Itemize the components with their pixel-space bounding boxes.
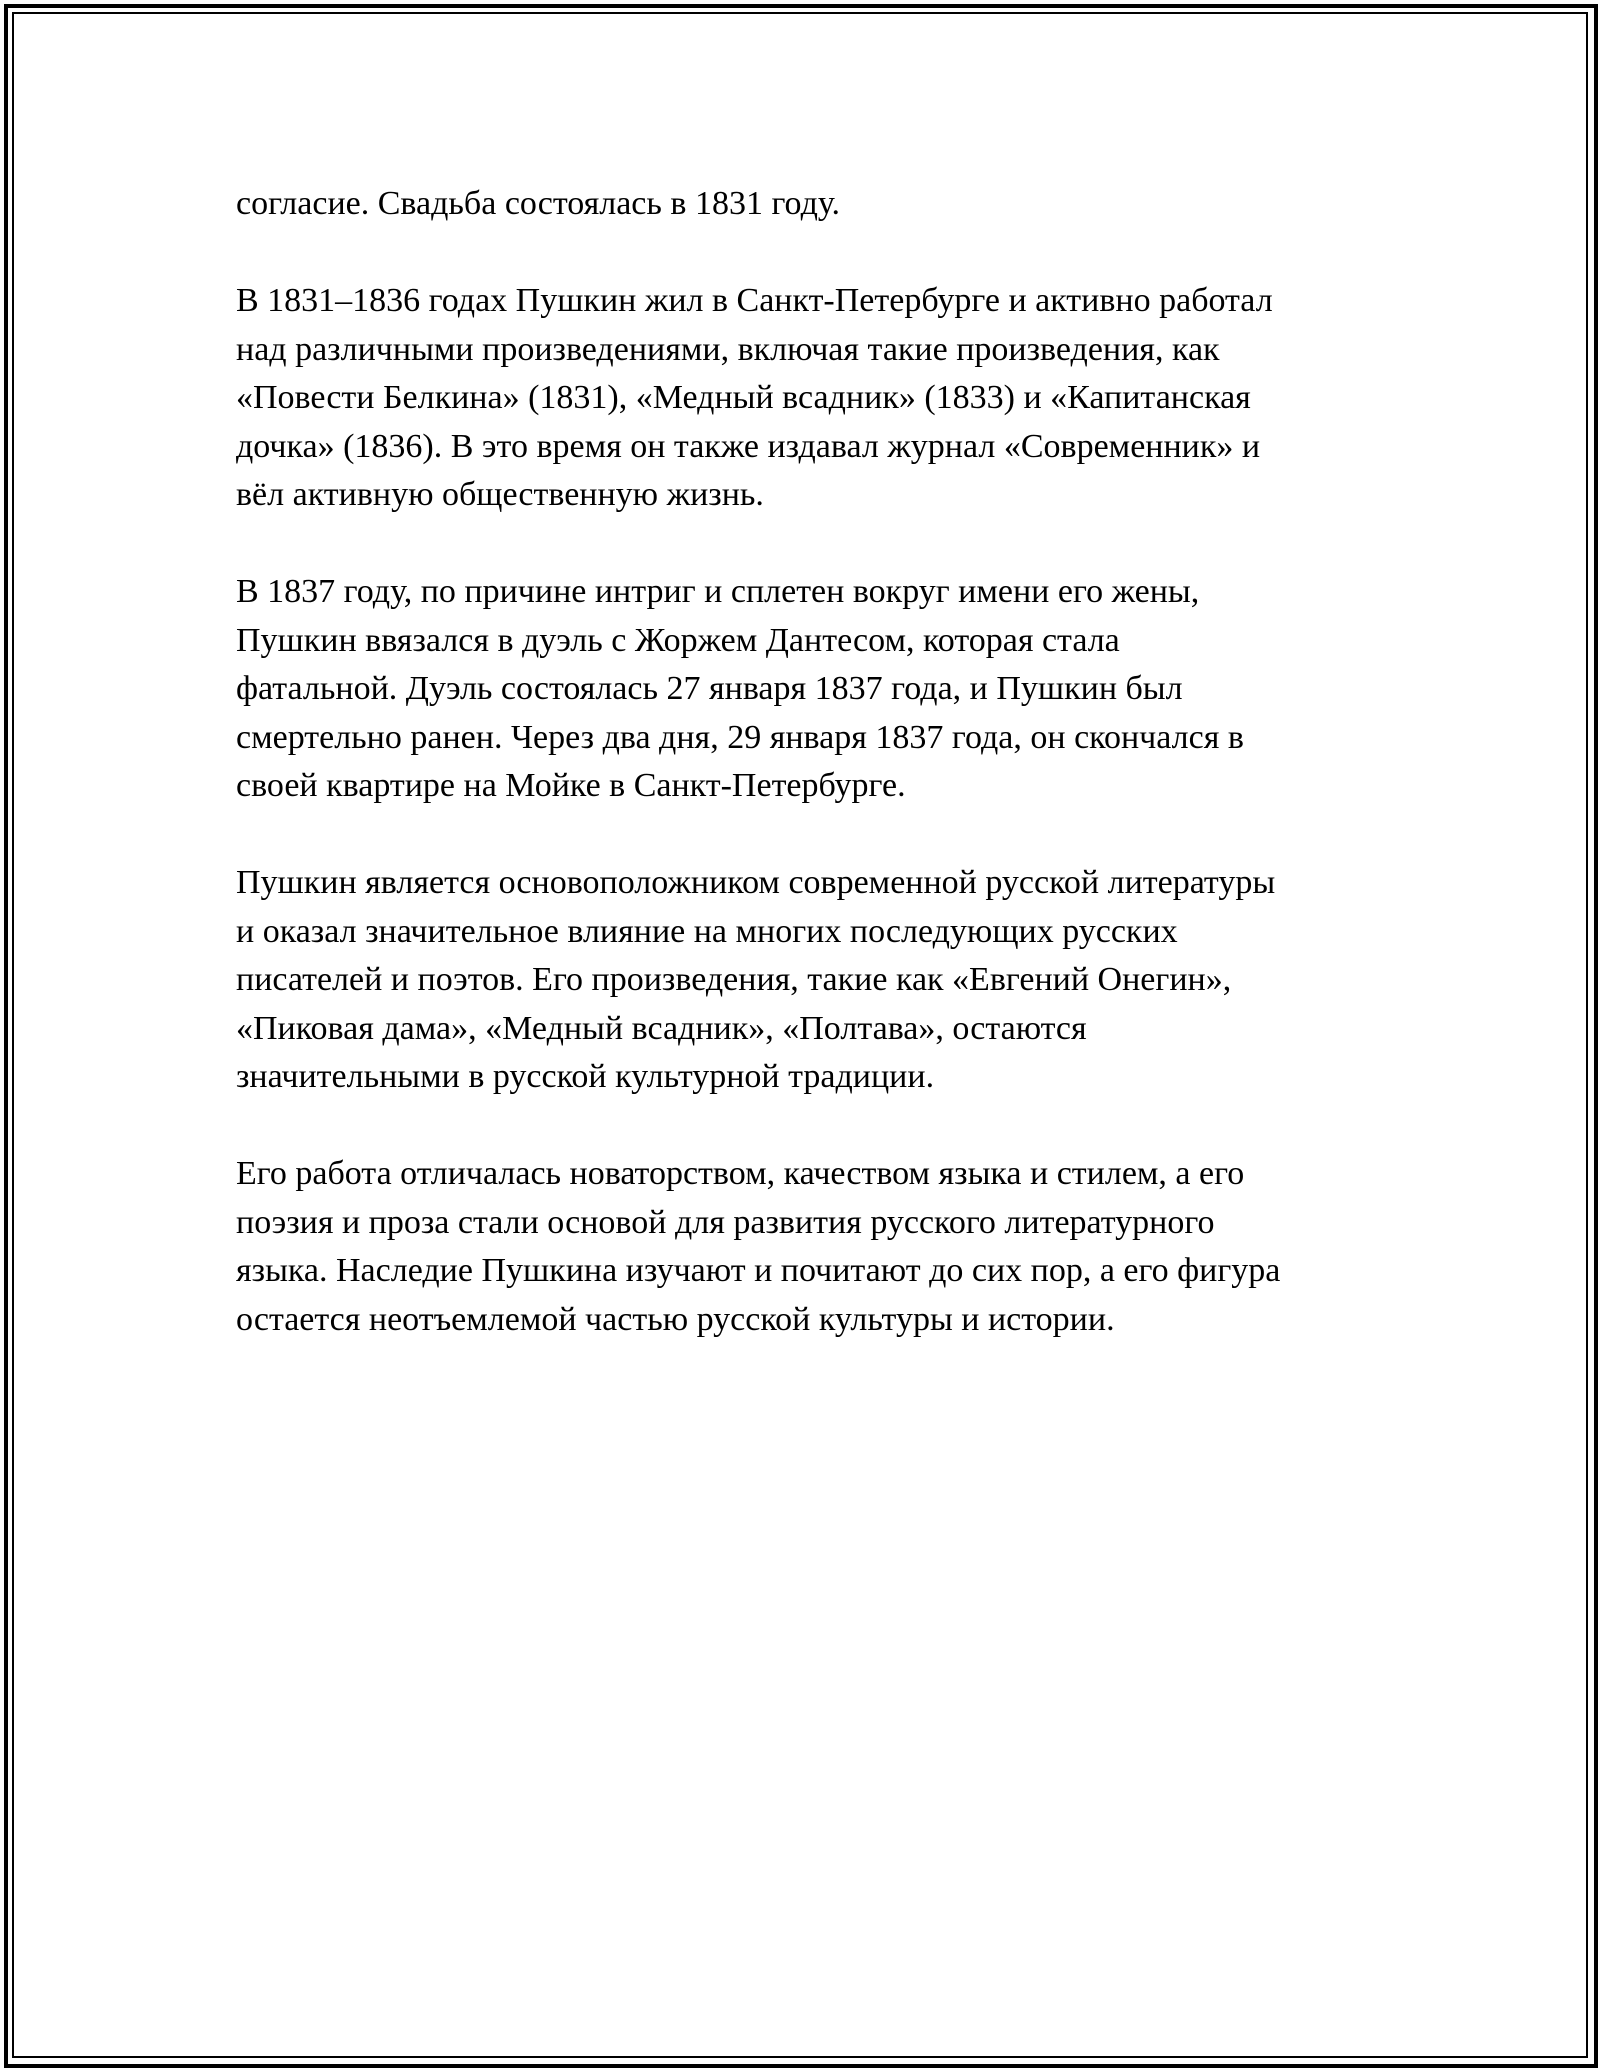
paragraph-4: Пушкин является основоположником современной русской литературы и оказал значительное влияние на многих последующих русских писателей и поэтов. Его произведения, такие как «Евгений Онегин», «Пиковая дама», «Медный всадник», «Полтава», остаются значительными в русской культурной традиции. <box>236 864 1276 1095</box>
paragraph-2: В 1831–1836 годах Пушкин жил в Санкт-Петербурге и активно работал над различными произведениями, включая такие произведения, как «Повести Белкина» (1831), «Медный всадник» (1833) и «Капитанская дочка» (1836). В это время он также издавал журнал «Современник» и вёл активную общественную жизнь. <box>236 282 1273 513</box>
paragraph-3: В 1837 году, по причине интриг и сплетен вокруг имени его жены, Пушкин ввязался в дуэль с Жоржем Дантесом, которая стала фатальной. Дуэль состоялась 27 января 1837 года, и Пушкин был смертельно ранен. Через два дня, 29 января 1837 года, он скончался в своей квартире на Мойке в Санкт-Петербурге. <box>236 573 1244 804</box>
paragraph-5: Его работа отличалась новаторством, качеством языка и стилем, а его поэзия и проза стали основой для развития русского литературного языка. Наследие Пушкина изучают и почитают до сих пор, а его фигура остается неотъемлемой частью русской культуры и истории. <box>236 1155 1281 1338</box>
document-body <box>236 180 1396 1393</box>
paragraph-1: согласие. Свадьба состоялась в 1831 году. <box>236 185 840 222</box>
